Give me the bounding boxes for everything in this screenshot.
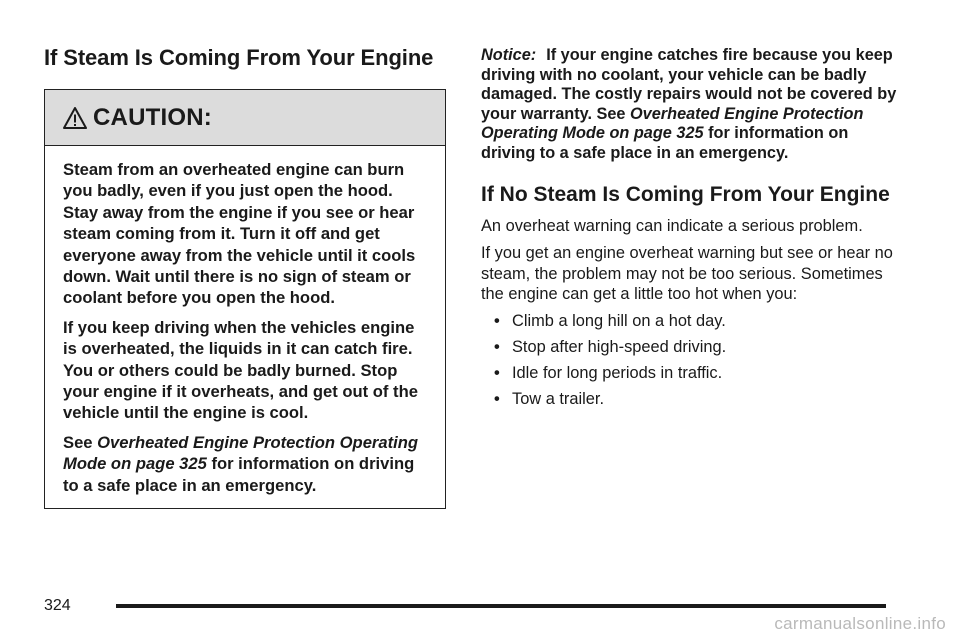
bullet-list bbox=[481, 311, 901, 409]
footer-rule bbox=[116, 604, 886, 608]
list-item bbox=[494, 337, 901, 357]
bullet-icon: • bbox=[494, 311, 500, 330]
caution-heading: CAUTION: bbox=[93, 103, 212, 131]
left-column bbox=[44, 44, 446, 509]
caution-ref-tail: for information on driving to a safe place in an emergency. bbox=[63, 454, 415, 495]
caution-paragraph-reference bbox=[63, 432, 427, 496]
notice-text: for information on driving to a safe place in an emergency. bbox=[481, 124, 849, 162]
notice-label: Notice: bbox=[481, 46, 537, 64]
subheading: If No Steam Is Coming From Your Engine bbox=[481, 182, 890, 206]
right-column bbox=[481, 46, 901, 415]
list-item-text: Tow a trailer. bbox=[512, 389, 605, 408]
caution-box bbox=[44, 89, 446, 509]
caution-header bbox=[45, 90, 445, 146]
list-item-text: Stop after high-speed driving. bbox=[512, 337, 727, 356]
bullet-icon: • bbox=[494, 389, 500, 408]
page-number: 324 bbox=[44, 597, 71, 614]
bullet-icon: • bbox=[494, 337, 500, 356]
notice-paragraph bbox=[481, 46, 901, 164]
notice-text: If your engine catches fire because you keep driving with no coolant, your vehicle can be badly damaged. The costly repairs would not be covered by your warranty. See bbox=[481, 46, 897, 123]
caution-body bbox=[45, 146, 445, 508]
list-item bbox=[494, 311, 901, 331]
caution-paragraph: Steam from an overheated engine can burn you badly, even if you just open the hood. Stay away from the engine if you see or hear steam coming from it. Turn it off and get everyone away from the vehicle until it cools down. Wait until there is no sign of steam or coolant before you open the hood. bbox=[63, 160, 416, 308]
caution-ref-lead: See bbox=[63, 432, 98, 452]
bullet-icon: • bbox=[494, 363, 500, 382]
page-footer bbox=[44, 596, 886, 616]
list-item-text: Climb a long hill on a hot day. bbox=[512, 311, 726, 330]
caution-paragraph: If you keep driving when the vehicles engine is overheated, the liquids in it can catch fire. You or others could be badly burned. Stop your engine if it overheats, and get out of the vehicle until the engine is cool. bbox=[63, 317, 418, 423]
cross-reference: Overheated Engine Protection Operating Mode on page 325 bbox=[63, 432, 419, 474]
body-paragraph: If you get an engine overheat warning but see or hear no steam, the problem may not be too serious. Sometimes the engine can get a little too hot when you: bbox=[481, 244, 893, 304]
warning-icon bbox=[63, 106, 87, 130]
section-title: If Steam Is Coming From Your Engine bbox=[44, 45, 434, 70]
list-item-text: Idle for long periods in traffic. bbox=[512, 363, 723, 382]
list-item bbox=[494, 389, 901, 409]
body-paragraph: An overheat warning can indicate a serious problem. bbox=[481, 216, 863, 235]
cross-reference: Overheated Engine Protection Operating Mode on page 325 bbox=[481, 104, 864, 143]
watermark: carmanualsonline.info bbox=[774, 614, 946, 633]
list-item bbox=[494, 363, 901, 383]
